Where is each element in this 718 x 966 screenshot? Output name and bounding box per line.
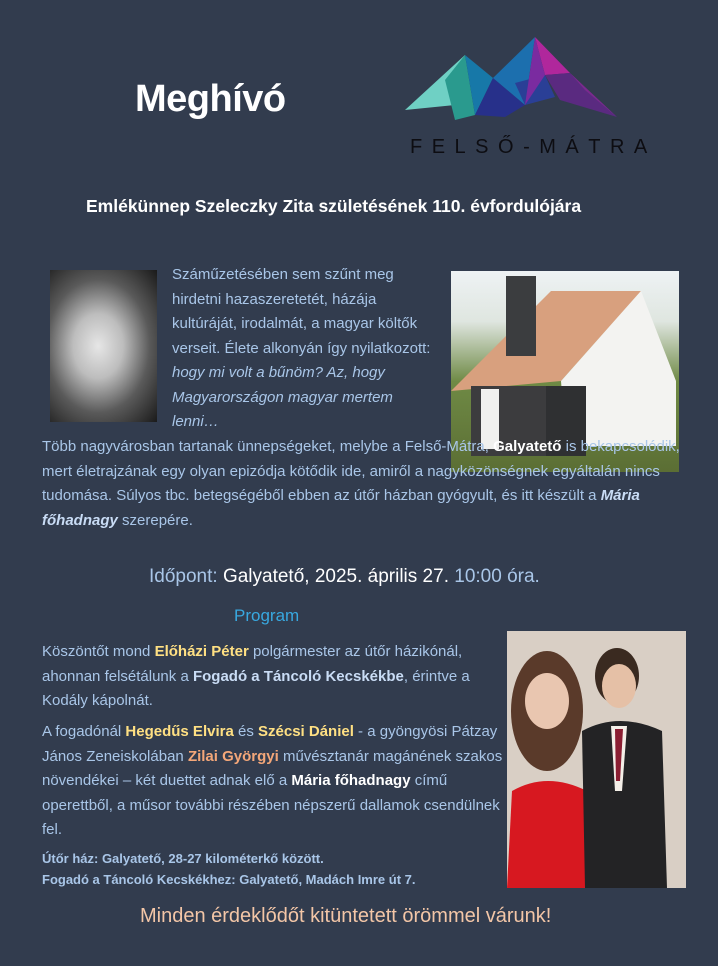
quote-italic: hogy mi volt a bűnöm? Az, hogy Magyarországon magyar mertem lenni… bbox=[172, 364, 393, 430]
galyateto-highlight: Galyatető bbox=[493, 438, 562, 455]
couple-illustration-icon bbox=[507, 631, 686, 888]
history-paragraph bbox=[42, 435, 702, 533]
text: művésztanár magánének szakos növendékei – két duettet adnak elő a bbox=[42, 747, 503, 789]
maria-fohadnagy-highlight: Mária főhadnagy bbox=[42, 487, 640, 529]
operetta-title: Mária főhadnagy bbox=[291, 772, 411, 789]
text: - a gyöngyösi Pátzay János Zeneiskolában bbox=[42, 723, 498, 765]
closing-message: Minden érdeklődőt kitüntetett örömmel várunk! bbox=[140, 905, 552, 927]
event-time bbox=[149, 566, 540, 588]
text: Több nagyvárosban tartanak ünnepségeket, melybe a Felső-Mátra, bbox=[42, 438, 494, 455]
page-title: Meghívó bbox=[135, 78, 286, 120]
logo-text: FELSŐ-MÁTRA bbox=[410, 136, 657, 158]
address-house: Útőr ház: Galyatető, 28-27 kilométerkő között. bbox=[42, 851, 324, 866]
mayor-name: Előházi Péter bbox=[154, 643, 249, 660]
address-inn: Fogadó a Táncoló Kecskékhez: Galyatető, Madách Imre út 7. bbox=[42, 872, 416, 887]
performer-2: Szécsi Dániel bbox=[258, 723, 354, 740]
quote-text: Száműzetésében sem szűnt meg hirdetni hazaszeretetét, házája kultúráját, irodalmát, a magyar költők verseit. Élete alkonyán így nyilatkozott: bbox=[172, 266, 431, 357]
text: A fogadónál bbox=[42, 723, 126, 740]
teacher-name: Zilai Györgyi bbox=[187, 747, 279, 765]
time-label: Időpont: bbox=[149, 566, 218, 587]
felso-matra-logo-icon bbox=[405, 35, 617, 125]
portrait-photo bbox=[50, 270, 157, 422]
time-value: Galyatető, 2025. április 27. bbox=[217, 566, 455, 587]
time-hour: 10:00 óra. bbox=[454, 566, 540, 587]
inn-name: Fogadó a Táncoló Kecskékbe bbox=[192, 667, 404, 685]
text: Köszöntőt mond bbox=[42, 643, 155, 660]
intro-quote bbox=[172, 263, 442, 435]
addresses bbox=[42, 848, 416, 890]
performers-photo bbox=[507, 631, 686, 888]
program-paragraph-2 bbox=[42, 720, 512, 843]
program-paragraph-1 bbox=[42, 640, 512, 714]
text: , érintve a Kodály kápolnát. bbox=[42, 667, 470, 709]
text: és bbox=[233, 723, 258, 740]
text: polgármester az útőr házikónál, ahonnan felsétálunk a bbox=[42, 643, 463, 685]
performer-1: Hegedűs Elvira bbox=[125, 723, 234, 740]
text: is bekapcsolódik, mert életrajzának egy olyan epizódja kötődik ide, amiről a nagyközönségnek egyáltalán nincs tudomása. Súlyos tbc. betegségéből ebben az útőr házban gyógyult, és itt készült a bbox=[42, 438, 680, 504]
text: szerepére. bbox=[117, 511, 193, 529]
event-subtitle: Emlékünnep Szeleczky Zita születésének 110. évfordulójára bbox=[86, 196, 582, 216]
program-heading: Program bbox=[234, 606, 300, 625]
text: című operettből, a műsor további részében népszerű dallamok csendülnek fel. bbox=[42, 772, 500, 838]
